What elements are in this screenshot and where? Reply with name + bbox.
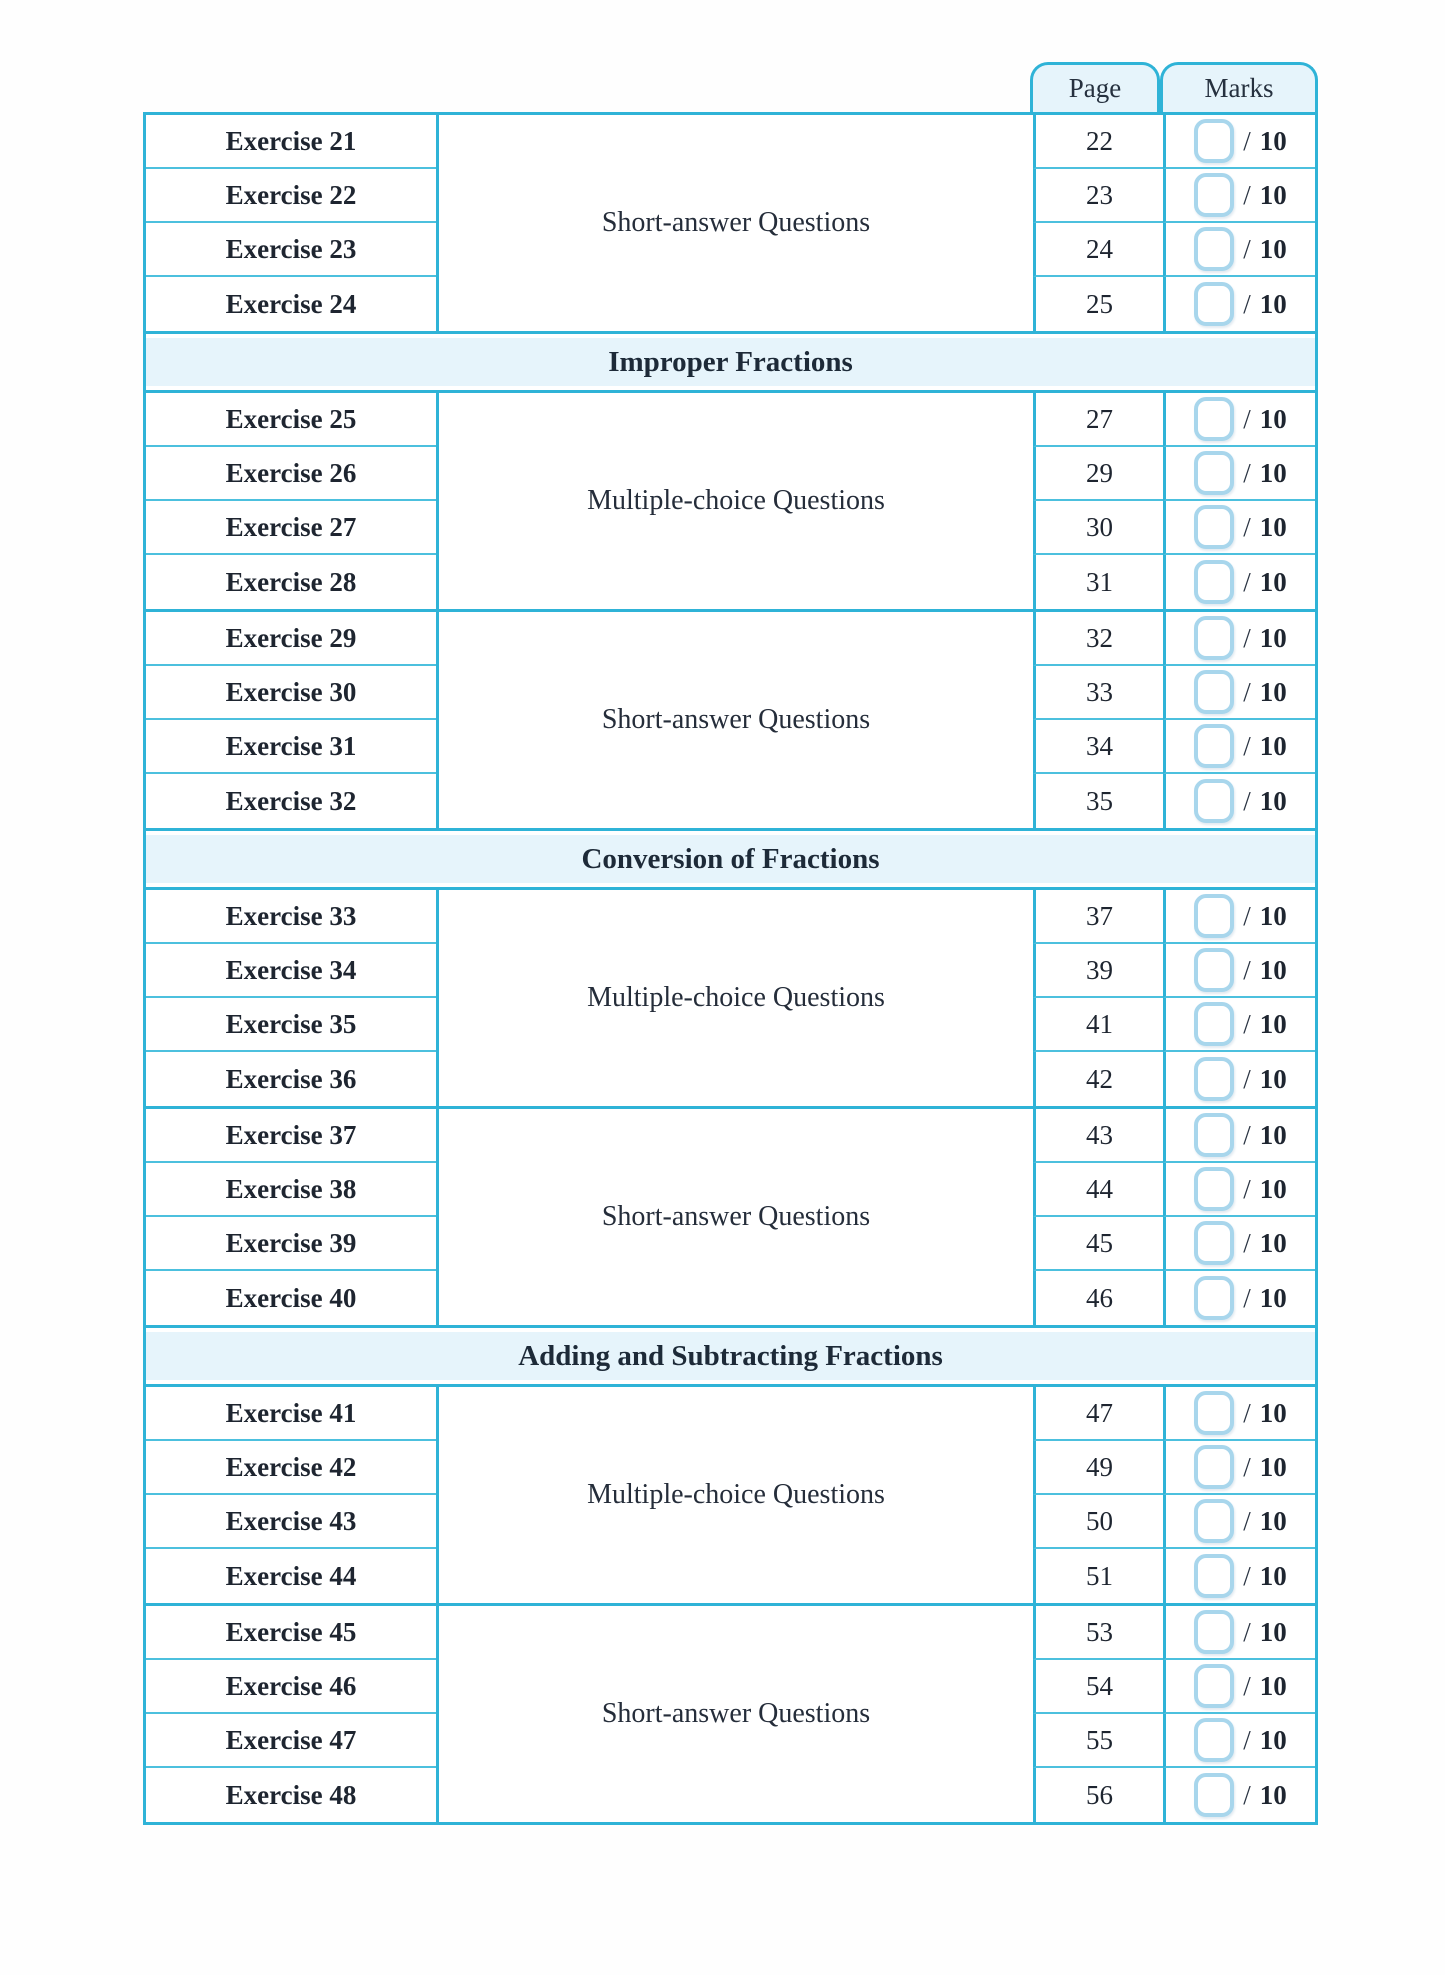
section-title: Adding and Subtracting Fractions [518, 1339, 943, 1372]
slash-separator: / [1243, 1451, 1251, 1482]
page-number: 31 [1086, 566, 1113, 597]
question-type-label: Short-answer Questions [601, 1201, 871, 1232]
max-marks: 10 [1259, 403, 1287, 434]
score-input-box[interactable] [1194, 616, 1234, 660]
exercise-cell [146, 1387, 436, 1441]
section-header [146, 1328, 1315, 1387]
marks-cell [1163, 1052, 1315, 1106]
page-number: 30 [1086, 511, 1113, 542]
page-number-cell [1033, 612, 1163, 666]
slash-separator: / [1243, 785, 1251, 816]
marks-cell [1163, 1441, 1315, 1495]
exercise-cell [146, 890, 436, 944]
marks-cell [1163, 1606, 1315, 1660]
page-number-cell [1033, 1217, 1163, 1271]
slash-separator: / [1243, 1227, 1251, 1258]
max-marks: 10 [1259, 785, 1287, 816]
max-marks: 10 [1259, 1173, 1287, 1204]
page-number: 25 [1086, 288, 1113, 319]
slash-separator: / [1243, 1560, 1251, 1591]
max-marks: 10 [1259, 954, 1287, 985]
page-number-cell [1033, 666, 1163, 720]
question-type-cell [436, 393, 1033, 609]
max-marks: 10 [1259, 730, 1287, 761]
exercise-group [146, 1606, 1315, 1822]
page-number: 49 [1086, 1451, 1113, 1482]
page-number-cell [1033, 1606, 1163, 1660]
exercise-label: Exercise 28 [225, 566, 357, 597]
page-number-cell [1033, 1271, 1163, 1325]
marks-cell [1163, 223, 1315, 277]
max-marks: 10 [1259, 1227, 1287, 1258]
slash-separator: / [1243, 457, 1251, 488]
page-number-cell [1033, 277, 1163, 331]
exercise-label: Exercise 29 [225, 622, 357, 653]
exercise-label: Exercise 37 [225, 1119, 357, 1150]
question-type-cell [436, 1606, 1033, 1822]
exercise-cell [146, 1163, 436, 1217]
max-marks: 10 [1259, 511, 1287, 542]
slash-separator: / [1243, 622, 1251, 653]
page-number-cell [1033, 1163, 1163, 1217]
marks-cell [1163, 277, 1315, 331]
max-marks: 10 [1259, 1119, 1287, 1150]
score-input-box[interactable] [1194, 1221, 1234, 1265]
score-input-box[interactable] [1194, 1391, 1234, 1435]
slash-separator: / [1243, 1670, 1251, 1701]
exercise-cell [146, 1052, 436, 1106]
page-number: 54 [1086, 1670, 1113, 1701]
exercise-label: Exercise 38 [225, 1173, 357, 1204]
exercise-label: Exercise 27 [225, 511, 357, 542]
question-type-cell [436, 612, 1033, 828]
page-number-cell [1033, 1495, 1163, 1549]
exercise-label: Exercise 22 [225, 179, 357, 210]
slash-separator: / [1243, 511, 1251, 542]
max-marks: 10 [1259, 900, 1287, 931]
exercise-label: Exercise 21 [225, 125, 357, 156]
exercise-cell [146, 1606, 436, 1660]
exercise-cell [146, 1441, 436, 1495]
question-type-cell [436, 1109, 1033, 1325]
marks-cell [1163, 1660, 1315, 1714]
exercise-label: Exercise 44 [225, 1560, 357, 1591]
marks-cell [1163, 998, 1315, 1052]
exercise-label: Exercise 48 [225, 1779, 357, 1810]
slash-separator: / [1243, 566, 1251, 597]
marks-cell [1163, 115, 1315, 169]
page-number: 42 [1086, 1063, 1113, 1094]
page-number: 39 [1086, 954, 1113, 985]
score-input-box[interactable] [1194, 451, 1234, 495]
score-input-box[interactable] [1194, 505, 1234, 549]
page-number-cell [1033, 998, 1163, 1052]
slash-separator: / [1243, 1063, 1251, 1094]
slash-separator: / [1243, 1008, 1251, 1039]
slash-separator: / [1243, 1505, 1251, 1536]
slash-separator: / [1243, 233, 1251, 264]
exercise-group [146, 115, 1315, 334]
max-marks: 10 [1259, 1616, 1287, 1647]
marks-table-wrapper [143, 62, 1318, 1825]
exercise-label: Exercise 46 [225, 1670, 357, 1701]
exercise-label: Exercise 25 [225, 403, 357, 434]
exercise-cell [146, 1768, 436, 1822]
marks-cell [1163, 1549, 1315, 1603]
max-marks: 10 [1259, 622, 1287, 653]
page-number-cell [1033, 1052, 1163, 1106]
slash-separator: / [1243, 730, 1251, 761]
exercise-group [146, 890, 1315, 1109]
page-number: 44 [1086, 1173, 1113, 1204]
page-number: 22 [1086, 125, 1113, 156]
page-number: 27 [1086, 403, 1113, 434]
max-marks: 10 [1259, 1063, 1287, 1094]
score-input-box[interactable] [1194, 724, 1234, 768]
section-title: Improper Fractions [608, 345, 853, 378]
score-input-box[interactable] [1194, 1002, 1234, 1046]
score-input-box[interactable] [1194, 1113, 1234, 1157]
max-marks: 10 [1259, 676, 1287, 707]
page-column-header [1030, 62, 1160, 112]
page-number-cell [1033, 1441, 1163, 1495]
exercise-cell [146, 1660, 436, 1714]
score-input-box[interactable] [1194, 1664, 1234, 1708]
max-marks: 10 [1259, 125, 1287, 156]
page-number-cell [1033, 501, 1163, 555]
page-number-cell [1033, 1714, 1163, 1768]
exercise-cell [146, 115, 436, 169]
page-number: 32 [1086, 622, 1113, 653]
question-type-label: Multiple-choice Questions [587, 485, 885, 516]
exercise-cell [146, 555, 436, 609]
slash-separator: / [1243, 125, 1251, 156]
exercise-label: Exercise 47 [225, 1724, 357, 1755]
slash-separator: / [1243, 900, 1251, 931]
slash-separator: / [1243, 676, 1251, 707]
question-type-cell [436, 115, 1033, 331]
exercise-cell [146, 1109, 436, 1163]
exercise-cell [146, 1271, 436, 1325]
question-type-label: Multiple-choice Questions [587, 982, 885, 1013]
max-marks: 10 [1259, 233, 1287, 264]
max-marks: 10 [1259, 1724, 1287, 1755]
exercise-label: Exercise 40 [225, 1282, 357, 1313]
marks-cell [1163, 612, 1315, 666]
section-title: Conversion of Fractions [581, 842, 880, 875]
score-input-box[interactable] [1194, 1610, 1234, 1654]
slash-separator: / [1243, 1397, 1251, 1428]
marks-cell [1163, 1271, 1315, 1325]
exercise-group [146, 393, 1315, 612]
exercise-cell [146, 1549, 436, 1603]
marks-cell [1163, 555, 1315, 609]
max-marks: 10 [1259, 1560, 1287, 1591]
exercise-cell [146, 998, 436, 1052]
exercise-cell [146, 223, 436, 277]
score-input-box[interactable] [1194, 560, 1234, 604]
column-headers-row [143, 62, 1318, 112]
exercise-group [146, 1109, 1315, 1328]
score-input-box[interactable] [1194, 1057, 1234, 1101]
marks-cell [1163, 944, 1315, 998]
question-type-label: Multiple-choice Questions [587, 1479, 885, 1510]
marks-cell [1163, 447, 1315, 501]
exercise-label: Exercise 24 [225, 288, 357, 319]
exercise-label: Exercise 26 [225, 457, 357, 488]
section-header [146, 831, 1315, 890]
score-input-box[interactable] [1194, 779, 1234, 823]
page-number-cell [1033, 890, 1163, 944]
exercise-label: Exercise 43 [225, 1505, 357, 1536]
marks-cell [1163, 1768, 1315, 1822]
exercise-label: Exercise 31 [225, 730, 357, 761]
score-input-box[interactable] [1194, 894, 1234, 938]
page-number: 43 [1086, 1119, 1113, 1150]
max-marks: 10 [1259, 566, 1287, 597]
page-number: 37 [1086, 900, 1113, 931]
exercise-label: Exercise 34 [225, 954, 357, 985]
slash-separator: / [1243, 179, 1251, 210]
marks-cell [1163, 1163, 1315, 1217]
exercise-label: Exercise 39 [225, 1227, 357, 1258]
exercise-cell [146, 774, 436, 828]
exercise-cell [146, 1217, 436, 1271]
slash-separator: / [1243, 1616, 1251, 1647]
exercise-cell [146, 612, 436, 666]
score-input-box[interactable] [1194, 282, 1234, 326]
section-header [146, 334, 1315, 393]
page-number-cell [1033, 223, 1163, 277]
page-number: 56 [1086, 1779, 1113, 1810]
marks-cell [1163, 501, 1315, 555]
page-number-cell [1033, 393, 1163, 447]
exercise-cell [146, 169, 436, 223]
marks-cell [1163, 1495, 1315, 1549]
score-input-box[interactable] [1194, 397, 1234, 441]
slash-separator: / [1243, 1173, 1251, 1204]
max-marks: 10 [1259, 1505, 1287, 1536]
page-number: 53 [1086, 1616, 1113, 1647]
page-number-cell [1033, 944, 1163, 998]
score-input-box[interactable] [1194, 670, 1234, 714]
max-marks: 10 [1259, 1451, 1287, 1482]
marks-table [143, 112, 1318, 1825]
page-number: 51 [1086, 1560, 1113, 1591]
slash-separator: / [1243, 1119, 1251, 1150]
marks-column-header [1160, 62, 1318, 112]
score-input-box[interactable] [1194, 173, 1234, 217]
score-input-box[interactable] [1194, 1167, 1234, 1211]
page-number-cell [1033, 1109, 1163, 1163]
slash-separator: / [1243, 954, 1251, 985]
page-number: 55 [1086, 1724, 1113, 1755]
marks-cell [1163, 1714, 1315, 1768]
page-number: 50 [1086, 1505, 1113, 1536]
exercise-label: Exercise 33 [225, 900, 357, 931]
page-number-cell [1033, 115, 1163, 169]
question-type-label: Short-answer Questions [601, 1698, 871, 1729]
page-number: 45 [1086, 1227, 1113, 1258]
marks-cell [1163, 666, 1315, 720]
exercise-cell [146, 720, 436, 774]
max-marks: 10 [1259, 179, 1287, 210]
marks-cell [1163, 1387, 1315, 1441]
page-number: 35 [1086, 785, 1113, 816]
max-marks: 10 [1259, 1397, 1287, 1428]
slash-separator: / [1243, 1282, 1251, 1313]
page-number-cell [1033, 774, 1163, 828]
page-number-cell [1033, 720, 1163, 774]
exercise-cell [146, 1495, 436, 1549]
exercise-group [146, 1387, 1315, 1606]
slash-separator: / [1243, 403, 1251, 434]
exercise-cell [146, 501, 436, 555]
exercise-label: Exercise 23 [225, 233, 357, 264]
page-number: 34 [1086, 730, 1113, 761]
exercise-cell [146, 666, 436, 720]
score-input-box[interactable] [1194, 1554, 1234, 1598]
score-input-box[interactable] [1194, 1499, 1234, 1543]
page-number-cell [1033, 1549, 1163, 1603]
page-number: 24 [1086, 233, 1113, 264]
exercise-label: Exercise 45 [225, 1616, 357, 1647]
exercise-cell [146, 1714, 436, 1768]
slash-separator: / [1243, 1724, 1251, 1755]
slash-separator: / [1243, 288, 1251, 319]
max-marks: 10 [1259, 457, 1287, 488]
max-marks: 10 [1259, 288, 1287, 319]
max-marks: 10 [1259, 1670, 1287, 1701]
exercise-label: Exercise 41 [225, 1397, 357, 1428]
page-number: 41 [1086, 1008, 1113, 1039]
exercise-cell [146, 944, 436, 998]
score-input-box[interactable] [1194, 1718, 1234, 1762]
question-type-cell [436, 1387, 1033, 1603]
score-input-box[interactable] [1194, 948, 1234, 992]
max-marks: 10 [1259, 1008, 1287, 1039]
exercise-group [146, 612, 1315, 831]
page-number-cell [1033, 169, 1163, 223]
page-number-cell [1033, 1660, 1163, 1714]
page-header-label: Page [1068, 73, 1122, 103]
marks-cell [1163, 774, 1315, 828]
marks-cell [1163, 1217, 1315, 1271]
exercise-cell [146, 277, 436, 331]
page-number-cell [1033, 1768, 1163, 1822]
page-number-cell [1033, 1387, 1163, 1441]
exercise-label: Exercise 30 [225, 676, 357, 707]
score-input-box[interactable] [1194, 119, 1234, 163]
question-type-label: Short-answer Questions [601, 207, 871, 238]
marks-cell [1163, 169, 1315, 223]
max-marks: 10 [1259, 1282, 1287, 1313]
marks-header-label: Marks [1204, 73, 1274, 103]
score-input-box[interactable] [1194, 1773, 1234, 1817]
marks-cell [1163, 890, 1315, 944]
exercise-label: Exercise 36 [225, 1063, 357, 1094]
page-number: 33 [1086, 676, 1113, 707]
max-marks: 10 [1259, 1779, 1287, 1810]
exercise-cell [146, 393, 436, 447]
page-number: 23 [1086, 179, 1113, 210]
question-type-cell [436, 890, 1033, 1106]
question-type-label: Short-answer Questions [601, 704, 871, 735]
exercise-label: Exercise 35 [225, 1008, 357, 1039]
page-number-cell [1033, 447, 1163, 501]
page-number: 47 [1086, 1397, 1113, 1428]
page-number: 46 [1086, 1282, 1113, 1313]
page-number: 29 [1086, 457, 1113, 488]
score-input-box[interactable] [1194, 1276, 1234, 1320]
score-input-box[interactable] [1194, 227, 1234, 271]
marks-cell [1163, 1109, 1315, 1163]
marks-cell [1163, 720, 1315, 774]
page-number-cell [1033, 555, 1163, 609]
exercise-cell [146, 447, 436, 501]
exercise-label: Exercise 32 [225, 785, 357, 816]
exercise-label: Exercise 42 [225, 1451, 357, 1482]
marks-cell [1163, 393, 1315, 447]
slash-separator: / [1243, 1779, 1251, 1810]
score-input-box[interactable] [1194, 1445, 1234, 1489]
